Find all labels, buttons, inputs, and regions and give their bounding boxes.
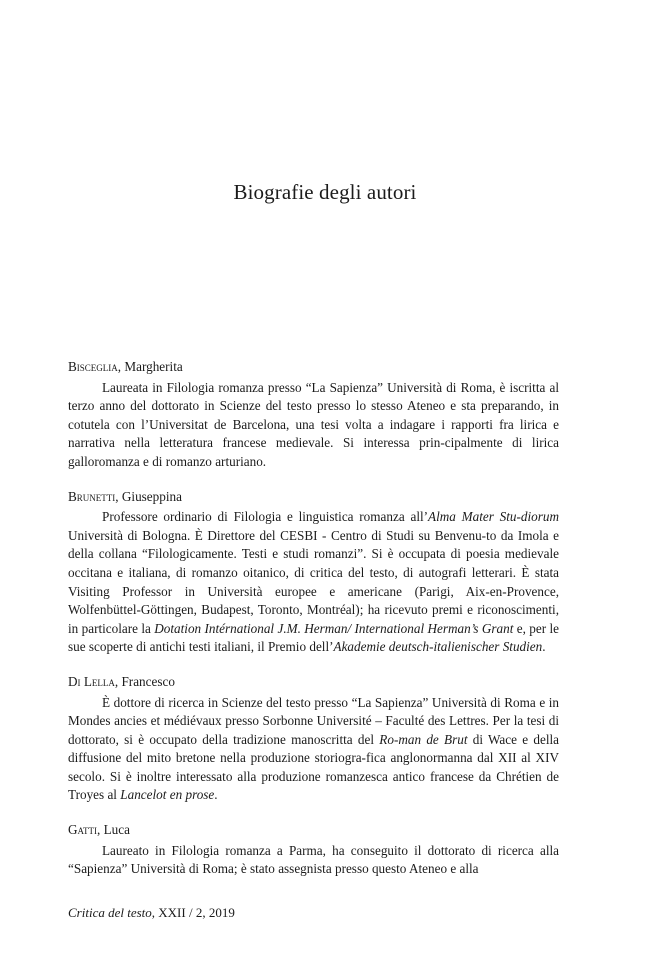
- bio-italic-text: Akademie deutsch-italienischer Studien: [333, 639, 543, 655]
- author-first-name: Francesco: [121, 673, 175, 689]
- author-entry-bisceglia: [68, 358, 559, 472]
- author-surname: Gatti: [68, 822, 98, 838]
- bio-italic-text: Dotation Intérnational J.M. Herman/ International Herman’s Grant: [154, 620, 514, 636]
- author-first-name: Margherita: [124, 359, 183, 374]
- bio-italic-text: Lancelot en prose: [120, 787, 215, 803]
- bio-text: Laureato in Filologia romanza a Parma, ha conseguito il dottorato di ricerca alla “Sapienza” Università di Roma; è stato assegnista presso questo Ateneo e alla: [68, 842, 559, 877]
- bio-text: È dottore di ricerca in Scienze del testo presso “La Sapienza” Università di Roma e in Mondes ancies et médiévaux presso Sorbonne Université – Faculté des Lettres. Per la tesi di dottorato, si è occupato della tradizione manoscritta del: [68, 694, 559, 747]
- bio-text: Laureata in Filologia romanza presso “La Sapienza” Università di Roma, è iscritta al terzo anno del dottorato in Scienze del testo presso lo stesso Ateneo e sta preparando, in cotutela con l’Universitat de Barcelona, una tesi volta a indagare i rapporti fra lirica e narrativa nella letteratura francese medievale. Si interessa prin-cipalmente di lirica galloromanza e di romanzo arturiano.: [68, 379, 559, 469]
- author-bio: [68, 842, 559, 879]
- page-title: Biografie degli autori: [233, 180, 417, 204]
- author-name: Brunetti, Giuseppina: [68, 488, 182, 504]
- bio-text: .: [542, 639, 546, 655]
- journal-title: Critica del testo: [68, 905, 152, 920]
- bio-text: .: [214, 787, 218, 803]
- author-bio: [68, 694, 559, 806]
- author-first-name: Luca: [103, 822, 130, 838]
- author-biographies: [68, 358, 559, 895]
- author-name: Bisceglia, Margherita: [68, 359, 183, 374]
- author-name: Gatti, Luca: [68, 822, 130, 838]
- author-surname: Di Lella: [68, 673, 115, 689]
- journal-issue: , XXII / 2, 2019: [151, 905, 235, 920]
- author-first-name: Giuseppina: [121, 488, 182, 504]
- page-footer: [68, 905, 235, 921]
- bio-italic-text: Ro-man de Brut: [379, 731, 468, 747]
- author-surname: Brunetti: [68, 488, 116, 504]
- bio-text: e, per le sue scoperte di antichi testi italiani, il Premio dell’: [68, 620, 559, 655]
- bio-text: di Wace e della diffusione del mito bretone nella produzione storiogra-fica anglonormanna dal XII al XIV secolo. Si è inoltre interessato alla produzione romanzesca antico francese da Chrétien de Troyes al: [68, 731, 560, 803]
- author-entry-brunetti: [68, 488, 559, 657]
- author-bio: [68, 508, 559, 657]
- bio-text: Professore ordinario di Filologia e linguistica romanza all’: [102, 509, 429, 525]
- author-name: Di Lella, Francesco: [68, 673, 175, 689]
- bio-italic-text: Alma Mater Stu-diorum: [428, 509, 559, 525]
- author-entry-gatti: [68, 821, 559, 879]
- author-entry-di-lella: [68, 673, 559, 805]
- bio-text: Università di Bologna. È Direttore del CESBI - Centro di Studi su Benvenu-to da Imola e della collana “Filologicamente. Testi e studi romanzi”. Si è occupata di poesia medievale occitana e italiana, di romanzo oitanico, di critica del testo, di autografi letterari. È stata Visiting Professor in Università europee e americane (Parigi, Aix-en-Provence, Wolfenbüttel-Göttingen, Budapest, Toronto, Montréal); ha ricevuto premi e riconoscimenti, in particolare la: [68, 527, 559, 636]
- author-surname: Bisceglia: [68, 359, 118, 374]
- author-bio: [68, 379, 559, 472]
